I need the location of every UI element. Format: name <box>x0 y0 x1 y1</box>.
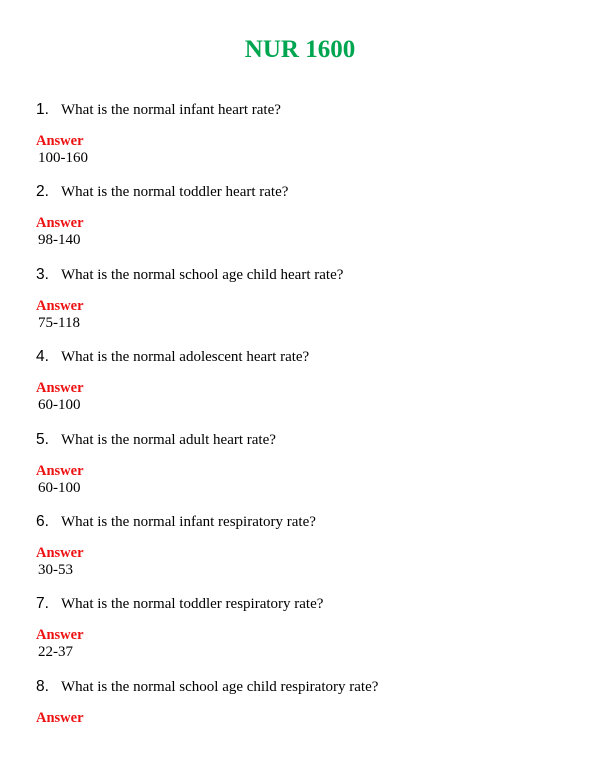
question-item <box>36 593 576 675</box>
answer-label: Answer <box>36 709 84 726</box>
question-item <box>36 181 576 263</box>
question-item <box>36 264 576 346</box>
question-number: 2. <box>36 183 49 201</box>
answer-label: Answer <box>36 627 84 644</box>
answer-value: 22-37 <box>38 644 73 661</box>
answer-value: 75-118 <box>38 314 80 331</box>
question-item <box>36 511 576 593</box>
question-text: What is the normal infant respiratory rate? <box>61 513 316 530</box>
question-text: What is the normal toddler respiratory rate? <box>61 596 324 613</box>
page-title: NUR 1600 <box>244 36 356 63</box>
question-text: What is the normal adolescent heart rate? <box>61 349 310 366</box>
answer-value: 60-100 <box>38 397 81 414</box>
question <box>36 676 378 698</box>
answer-value: 98-140 <box>38 232 81 249</box>
question <box>36 99 281 121</box>
question-item <box>36 676 576 758</box>
question-text: What is the normal toddler heart rate? <box>61 184 289 201</box>
question-number: 5. <box>36 430 49 448</box>
question-number: 4. <box>36 348 49 366</box>
question <box>36 593 323 615</box>
answer-value: 30-53 <box>38 561 73 578</box>
question-number: 3. <box>36 265 49 283</box>
question-text: What is the normal infant heart rate? <box>61 102 281 118</box>
question-item <box>36 429 576 511</box>
question-item <box>36 346 576 428</box>
answer-label: Answer <box>36 544 84 561</box>
answer-label: Answer <box>36 215 84 232</box>
question-number: 6. <box>36 512 49 530</box>
answer-label: Answer <box>36 380 84 397</box>
answer-value: 60-100 <box>38 479 81 496</box>
question-number: 1. <box>36 101 49 118</box>
question <box>36 429 276 451</box>
question-number: 8. <box>36 677 49 695</box>
answer-label: Answer <box>36 462 84 479</box>
question <box>36 181 288 203</box>
answer-label: Answer <box>36 297 84 314</box>
question <box>36 511 316 533</box>
question-text: What is the normal school age child heart rate? <box>61 266 344 283</box>
question-item <box>36 99 576 181</box>
question <box>36 264 343 286</box>
question-text: What is the normal adult heart rate? <box>61 431 276 448</box>
question-list <box>36 99 576 758</box>
answer-value: 100-160 <box>38 150 88 166</box>
question <box>36 346 309 368</box>
question-number: 7. <box>36 595 49 613</box>
question-text: What is the normal school age child respiratory rate? <box>61 678 379 695</box>
answer-label: Answer <box>36 133 84 149</box>
